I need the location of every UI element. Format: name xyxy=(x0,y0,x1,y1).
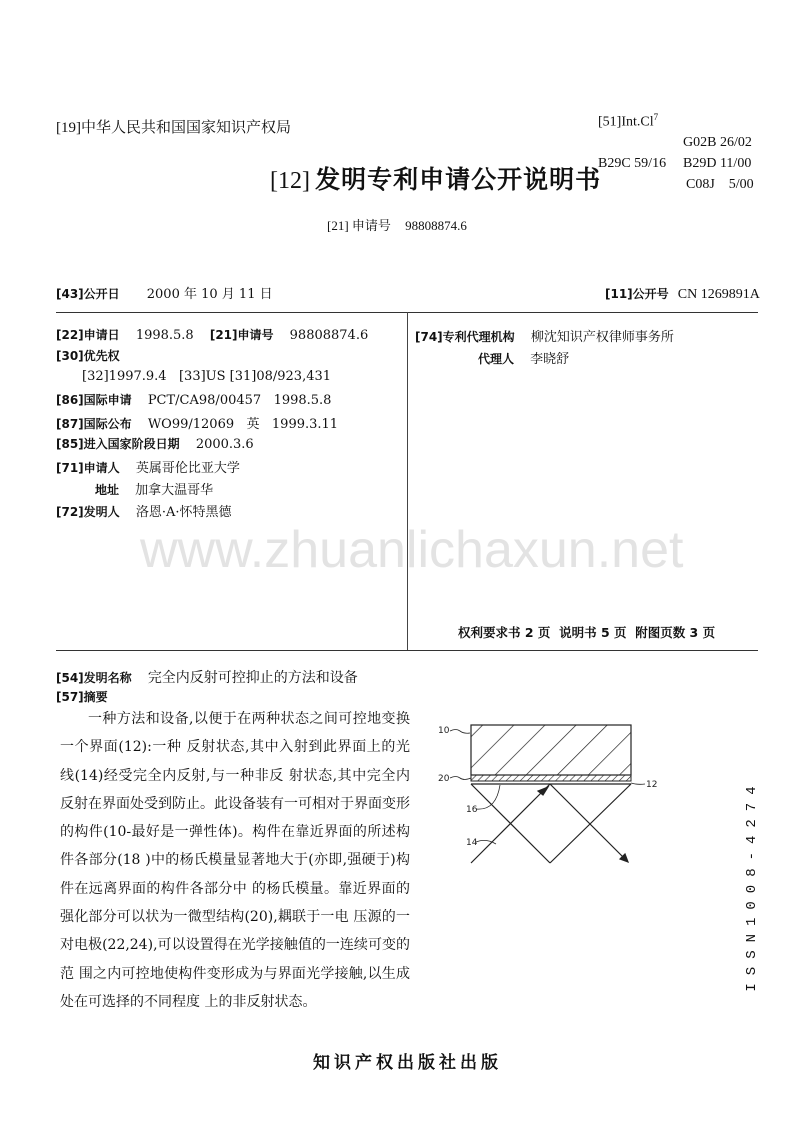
abstract-label: [57]摘要 xyxy=(56,690,108,704)
biblio-priority xyxy=(82,369,331,384)
biblio-inventor xyxy=(56,501,231,520)
publisher-footer: 知识产权出版社出版 xyxy=(313,1053,502,1073)
application-no-value: 98808874.6 xyxy=(289,328,369,343)
application-number-header xyxy=(327,215,467,234)
light-rays xyxy=(471,784,631,863)
divider-vertical xyxy=(407,312,408,650)
int-cl-text: [51]Int.Cl xyxy=(598,114,654,130)
publication-date-label: [43]公开日 xyxy=(56,287,120,301)
abstract-text: 一种方法和设备,以便于在两种状态之间可控地变换一个界面(12):一种 反射状态,其中入射到此界面上的光线(14)经受完全内反射,与一种非反 射状态,其中完全内反射在界面处受到防止。此设备装有一可相对于界面变形 的构件(10-最好是一弹性体)。构件在靠近界面的所述构件各部分(18 )中的杨氏模量显著地大于(亦即,强硬于)构件在远离界面的构件各部分中 的杨氏模量。靠近界面的强化部分可以状为一微型结构(20),耦联于一电 压源的一对电极(22,24),可以设置得在光学接触值的一连续可变的范 围之内可控地使构件变形成为与界面光学接触,以生成处在可选择的不同程度 上的非反射状态。 xyxy=(60,711,410,1010)
classification-row-1: G02B 26/02 xyxy=(683,135,752,150)
priority-label: [30]优先权 xyxy=(56,349,120,363)
classification-row-3: C08J 5/00 xyxy=(686,177,754,192)
application-number-label: [21] 申请号 xyxy=(327,218,391,233)
elastomer-member xyxy=(471,725,631,775)
classification-row-2-right: B29D 11/00 xyxy=(683,156,752,171)
applicant-label: [71]申请人 xyxy=(56,461,120,475)
agency-label: [74]专利代理机构 xyxy=(415,330,515,344)
label-10: 10 xyxy=(438,726,450,736)
label-16: 16 xyxy=(466,805,478,815)
national-phase-label: [85]进入国家阶段日期 xyxy=(56,437,180,451)
publication-number xyxy=(605,283,760,303)
filing-date-value: 1998.5.8 xyxy=(135,328,194,343)
biblio-intl-publication xyxy=(56,413,338,432)
biblio-agent xyxy=(478,348,569,367)
applicant-value: 英属哥伦比亚大学 xyxy=(135,461,240,476)
label-14: 14 xyxy=(466,838,478,848)
biblio-applicant xyxy=(56,457,240,476)
inventor-label: [72]发明人 xyxy=(56,505,120,519)
classification-row-2-left: B29C 59/16 xyxy=(598,156,667,171)
label-20: 20 xyxy=(438,774,450,784)
application-no-label: [21]申请号 xyxy=(209,328,274,342)
agent-label: 代理人 xyxy=(478,352,515,366)
doc-type-code: [12] xyxy=(270,168,310,194)
filing-date-label: [22]申请日 xyxy=(56,328,120,342)
watermark: www.zhuanlichaxun.net xyxy=(140,521,684,579)
office-name: [19]中华人民共和国国家知识产权局 xyxy=(56,120,291,136)
biblio-intl-application xyxy=(56,391,331,408)
publication-number-label: [11]公开号 xyxy=(605,287,669,301)
publication-date-value: 2000 年 10 月 11 日 xyxy=(146,287,273,302)
doc-type-title: 发明专利申请公开说明书 xyxy=(315,165,602,194)
invention-title-label: [54]发明名称 xyxy=(56,671,132,685)
address-value: 加拿大温哥华 xyxy=(135,483,214,498)
biblio-priority-label xyxy=(56,347,120,364)
address-label: 地址 xyxy=(95,483,120,497)
abstract-heading xyxy=(56,688,108,705)
intl-publication-label: [87]国际公布 xyxy=(56,417,132,431)
publication-date xyxy=(56,283,273,302)
issn-code: ISSN1008-4274 xyxy=(744,778,760,992)
biblio-address xyxy=(95,479,213,498)
label-12: 12 xyxy=(646,780,658,790)
national-phase-value: 2000.3.6 xyxy=(195,437,254,452)
priority-value: [32]1997.9.4 [33]US [31]08/923,431 xyxy=(82,369,332,384)
biblio-filing xyxy=(56,326,368,343)
biblio-agency xyxy=(415,326,674,345)
intl-publication-value: WO99/12069 英 1999.3.11 xyxy=(147,417,339,432)
application-number-value: 98808874.6 xyxy=(405,218,467,233)
intl-application-value: PCT/CA98/00457 1998.5.8 xyxy=(147,393,332,408)
intl-application-label: [86]国际申请 xyxy=(56,393,132,407)
microstructure-layer xyxy=(471,775,631,781)
publication-number-value: CN 1269891A xyxy=(677,287,760,302)
agent-value: 李晓舒 xyxy=(530,352,570,367)
agency-value: 柳沈知识产权律师事务所 xyxy=(530,330,674,345)
divider-middle xyxy=(56,650,758,651)
doc-title xyxy=(270,160,601,196)
patent-figure xyxy=(430,715,680,875)
abstract-body xyxy=(60,705,410,1016)
invention-title xyxy=(56,667,358,687)
int-cl-sup: 7 xyxy=(653,112,659,122)
page-counts: 权利要求书 2 页 说明书 5 页 附图页数 3 页 xyxy=(458,625,716,640)
invention-title-value: 完全内反射可控抑止的方法和设备 xyxy=(147,670,358,686)
inventor-value: 洛恩·A·怀特黑德 xyxy=(135,505,232,520)
biblio-national-phase xyxy=(56,435,254,452)
int-cl-label xyxy=(598,112,658,131)
